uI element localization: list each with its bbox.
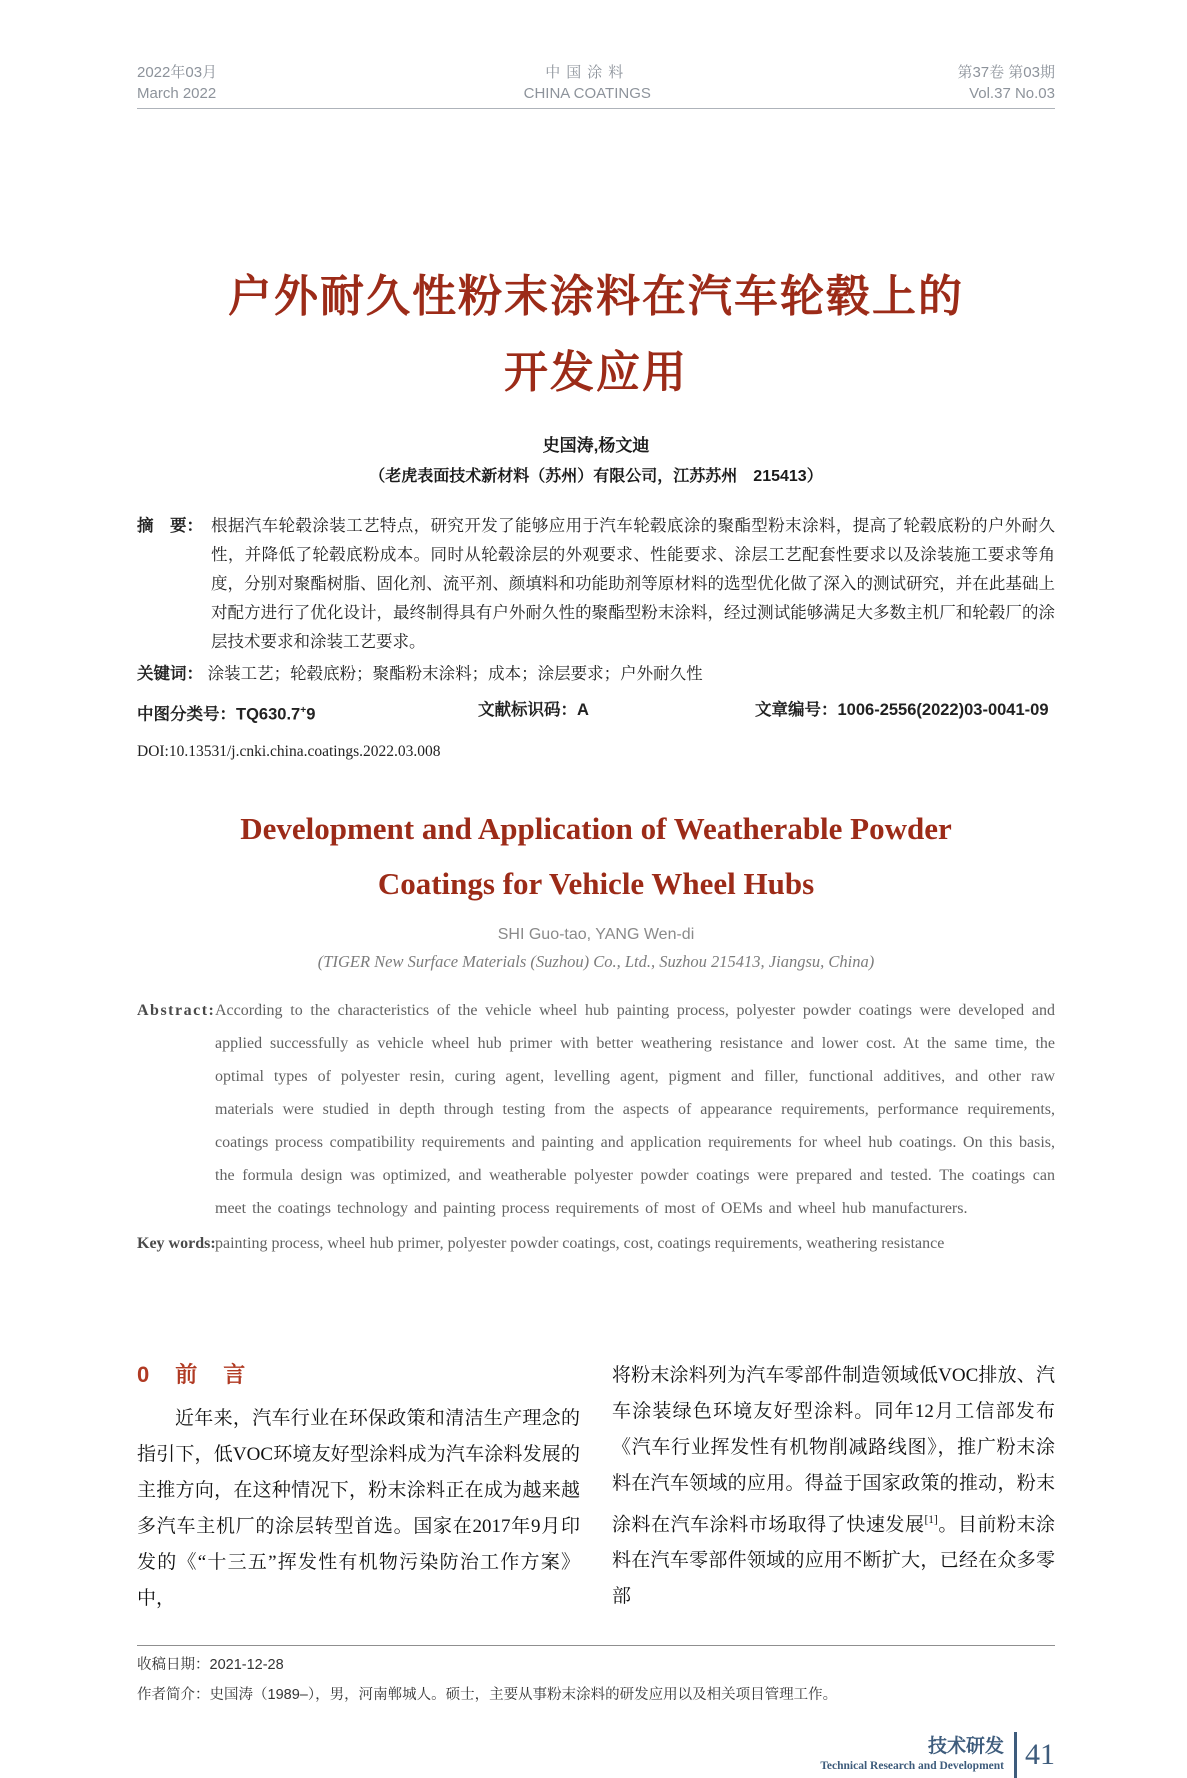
abstract-en-text: According to the characteristics of the vehicle wheel hub painting process, polyester powder coatings were developed and applied successfully as vehicle wheel hub primer with better weathering resistance and lower cost. At the same time, the optimal types of polyester resin, curing agent, levelling agent, pigment and filler, functional additives, and other raw materials were studied in depth through testing from the aspects of appearance requirements, performance requirements, coatings process compatibility requirements and painting and application requirements for wheel hub coatings. On this basis, the formula design was optimized, and weatherable polyester powder coatings were prepared and tested. The coatings can meet the coatings technology and painting process requirements of most of OEMs and wheel hub manufacturers. [215, 1001, 1055, 1217]
footer-section-name [820, 1736, 1004, 1774]
clc-number [137, 696, 478, 730]
volume-issue-en: Vol.37 No.03 [969, 85, 1055, 102]
clc-superscript: + [300, 705, 307, 716]
body-column-left [137, 1358, 580, 1617]
doi: DOI:10.13531/j.cnki.china.coatings.2022.03.008 [137, 742, 441, 760]
clc-label: 中图分类号： [137, 705, 236, 724]
authors-en: SHI Guo-tao, YANG Wen-di [497, 925, 695, 943]
journal-name-en: CHINA COATINGS [523, 85, 651, 102]
keywords-en-label: Key words: [137, 1234, 216, 1252]
abstract-cn-label: 摘 要： [137, 517, 203, 535]
keywords-en-text: painting process, wheel hub primer, polyester powder coatings, cost, coatings requirements, weathering resistance [215, 1234, 945, 1252]
issue-date-cn: 2022年03月 [137, 64, 218, 81]
header-divider [137, 108, 1055, 109]
clc-value-tail: 9 [306, 705, 316, 724]
page-footer [137, 1732, 1055, 1778]
keywords-cn-label: 关键词： [137, 665, 203, 683]
authors-cn: 史国涛,杨文迪 [542, 436, 650, 455]
document-code-label: 文献标识码： [478, 701, 577, 719]
abstract-cn [137, 512, 1055, 657]
received-date: 收稿日期：2021-12-28 [137, 1656, 284, 1673]
article-title-en-line1: Development and Application of Weatherable Powder [240, 810, 952, 846]
page-number: 41 [1025, 1737, 1055, 1771]
journal-name-cn: 中国涂料 [545, 64, 630, 81]
header-volume-issue [957, 62, 1055, 104]
body-columns [137, 1358, 1055, 1617]
affiliation-en: (TIGER New Surface Materials (Suzhou) Co., Ltd., Suzhou 215413, Jiangsu, China) [317, 951, 875, 971]
article-number-value: 1006-2556(2022)03-0041-09 [837, 701, 1049, 719]
article-title-cn-line1: 户外耐久性粉末涂料在汽车轮毂上的 [228, 272, 964, 321]
header-issue-date [137, 62, 217, 104]
keywords-cn-text: 涂装工艺；轮毂底粉；聚酯粉末涂料；成本；涂层要求；户外耐久性 [207, 665, 703, 683]
abstract-en-label: Abstract: [137, 1001, 216, 1019]
intro-paragraph-right [612, 1358, 1055, 1615]
section-heading-intro: 0 前 言 [137, 1361, 248, 1387]
clc-value: TQ630.7 [236, 705, 301, 724]
keywords-cn [137, 660, 1055, 689]
header-journal-name [524, 62, 651, 104]
article-number-label: 文章编号： [755, 701, 838, 719]
footer-section-cn: 技术研发 [927, 1735, 1004, 1757]
intro-paragraph-left-text: 近年来，汽车行业在环保政策和清洁生产理念的指引下，低VOC环境友好型涂料成为汽车涂料发展的主推方向，在这种情况下，粉末涂料正在成为越来越多汽车主机厂的涂层转型首选。国家在2017年9月印发的《“十三五”挥发性有机物污染防治工作方案》中， [137, 1407, 580, 1609]
document-code [478, 696, 755, 730]
intro-paragraph-left [137, 1401, 580, 1617]
author-bio: 作者简介：史国涛（1989–），男，河南郸城人。硕士，主要从事粉末涂料的研发应用以及相关项目管理工作。 [137, 1686, 838, 1703]
classification-row [137, 696, 1055, 730]
footnote-divider [137, 1645, 1055, 1646]
journal-header [137, 62, 1055, 104]
citation-ref-1: [1] [924, 1513, 938, 1526]
keywords-en [137, 1227, 1055, 1260]
article-title-en [137, 801, 1055, 911]
article-title-cn [137, 259, 1055, 411]
article-number [755, 696, 1049, 730]
issue-date-en: March 2022 [137, 85, 217, 102]
article-title-en-line2: Coatings for Vehicle Wheel Hubs [377, 865, 815, 901]
document-code-value: A [577, 701, 589, 719]
intro-paragraph-right-text1: 将粉末涂料列为汽车零部件制造领域低VOC排放、汽车涂装绿色环境友好型涂料。同年12月工信部发布《汽车行业挥发性有机物削减路线图》，推广粉末涂料在汽车领域的应用。得益于国家政策的推动，粉末涂料在汽车涂料市场取得了快速发展 [612, 1364, 1055, 1535]
article-title-cn-line2: 开发应用 [504, 348, 688, 397]
journal-page [137, 0, 1055, 1778]
volume-issue-cn: 第37卷 第03期 [957, 64, 1055, 81]
intro-paragraph-right-text2: 。目前粉末涂料在汽车零部件领域的应用不断扩大，已经在众多零部 [612, 1513, 1055, 1607]
abstract-en [137, 994, 1055, 1225]
footer-section-en: Technical Research and Development [820, 1759, 1004, 1772]
abstract-cn-text: 根据汽车轮毂涂装工艺特点，研究开发了能够应用于汽车轮毂底涂的聚酯型粉末涂料，提高了轮毂底粉的户外耐久性，并降低了轮毂底粉成本。同时从轮毂涂层的外观要求、性能要求、涂层工艺配套性要求以及涂装施工要求等角度，分别对聚酯树脂、固化剂、流平剂、颜填料和功能助剂等原材料的选型优化做了深入的测试研究，并在此基础上对配方进行了优化设计，最终制得具有户外耐久性的聚酯型粉末涂料，经过测试能够满足大多数主机厂和轮毂厂的涂层技术要求和涂装工艺要求。 [211, 517, 1055, 651]
affiliation-cn: （老虎表面技术新材料（苏州）有限公司，江苏苏州 215413） [369, 468, 823, 485]
body-column-right [612, 1358, 1055, 1617]
footer-vertical-bar [1014, 1732, 1017, 1778]
